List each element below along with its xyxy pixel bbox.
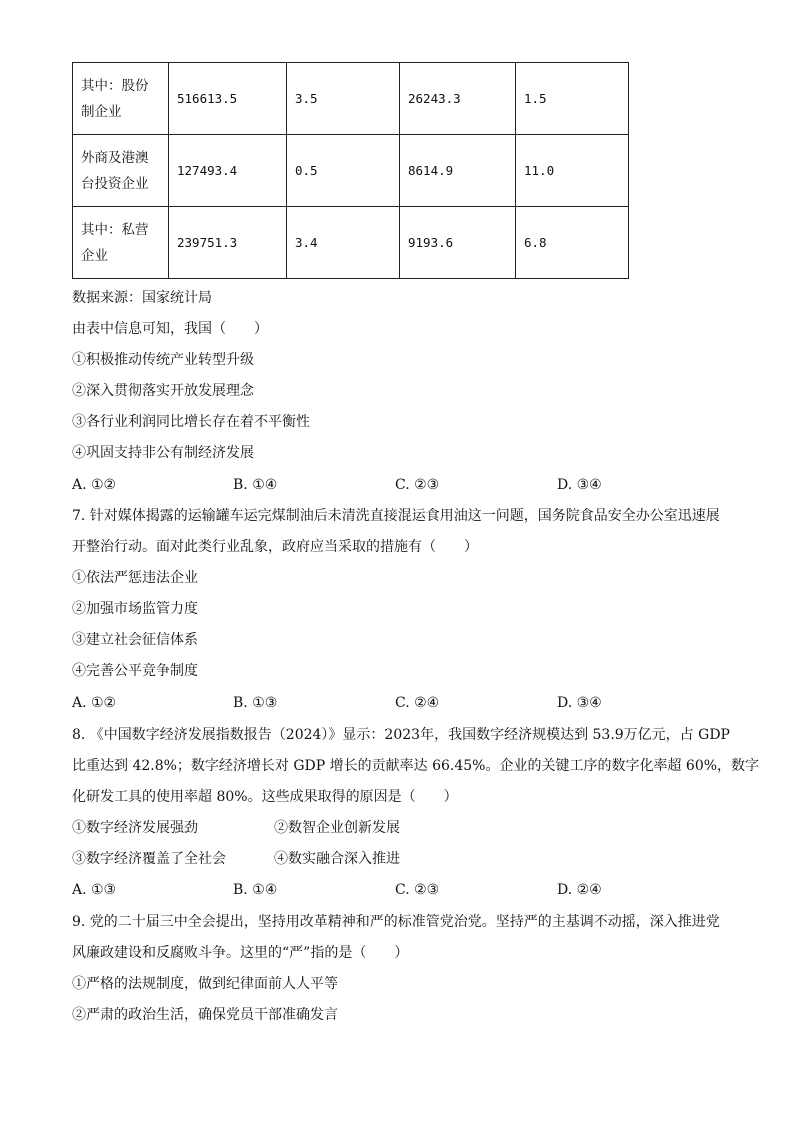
table-row-label: 其中：私营企业 bbox=[73, 207, 169, 279]
question-8-item: ①数字经济发展强劲 bbox=[72, 820, 198, 836]
question-9-stem: 风廉政建设和反腐败斗争。这里的“严”指的是（ ） bbox=[72, 945, 409, 961]
option-a: A. ①② bbox=[72, 695, 117, 711]
question-8-stem: 8. 《中国数字经济发展指数报告（2024）》显示：2023年，我国数字经济规模达到 53.9万亿元，占 GDP bbox=[72, 727, 730, 743]
table-cell: 11.0 bbox=[516, 135, 629, 207]
question-9-item: ①严格的法规制度，做到纪律面前人人平等 bbox=[72, 976, 338, 992]
table-row bbox=[73, 207, 629, 279]
table-cell: 1.5 bbox=[516, 63, 629, 135]
table-cell: 516613.5 bbox=[169, 63, 287, 135]
table-cell: 6.8 bbox=[516, 207, 629, 279]
option-b: B. ①④ bbox=[233, 477, 278, 493]
option-c: C. ②③ bbox=[395, 477, 440, 493]
question-8-options bbox=[72, 880, 732, 900]
table-row-label: 其中：股份制企业 bbox=[73, 63, 169, 135]
table-cell: 3.5 bbox=[287, 63, 400, 135]
question-8-item: ③数字经济覆盖了全社会 bbox=[72, 851, 226, 867]
table-row-label: 外商及港澳台投资企业 bbox=[73, 135, 169, 207]
statistics-table bbox=[72, 62, 629, 279]
question-7-item: ①依法严惩违法企业 bbox=[72, 570, 198, 586]
data-source-note: 数据来源：国家统计局 bbox=[72, 290, 212, 306]
question-7-item: ④完善公平竞争制度 bbox=[72, 663, 198, 679]
table-cell: 9193.6 bbox=[400, 207, 516, 279]
table-cell: 26243.3 bbox=[400, 63, 516, 135]
question-6-stem: 由表中信息可知，我国（ ） bbox=[72, 321, 268, 337]
question-6-item: ①积极推动传统产业转型升级 bbox=[72, 352, 254, 368]
option-b: B. ①③ bbox=[233, 695, 278, 711]
question-7-item: ③建立社会征信体系 bbox=[72, 632, 198, 648]
question-6-item: ④巩固支持非公有制经济发展 bbox=[72, 445, 254, 461]
option-d: D. ②④ bbox=[557, 882, 602, 898]
table-cell: 239751.3 bbox=[169, 207, 287, 279]
option-d: D. ③④ bbox=[557, 695, 602, 711]
question-8-stem: 比重达到 42.8%；数字经济增长对 GDP 增长的贡献率达 66.45%。企业的关键工序的数字化率超 60%，数字 bbox=[72, 758, 760, 774]
question-7-stem: 7. 针对媒体揭露的运输罐车运完煤制油后未清洗直接混运食用油这一问题，国务院食品安全办公室迅速展 bbox=[72, 508, 720, 524]
question-7-stem: 开整治行动。面对此类行业乱象，政府应当采取的措施有（ ） bbox=[72, 539, 478, 555]
question-6-options bbox=[72, 475, 732, 495]
question-7-options bbox=[72, 693, 732, 713]
table-cell: 0.5 bbox=[287, 135, 400, 207]
question-8-item: ②数智企业创新发展 bbox=[274, 820, 400, 836]
question-8-stem: 化研发工具的使用率超 80%。这些成果取得的原因是（ ） bbox=[72, 789, 458, 805]
option-b: B. ①④ bbox=[233, 882, 278, 898]
option-a: A. ①③ bbox=[72, 882, 117, 898]
table-row bbox=[73, 63, 629, 135]
question-9-stem: 9. 党的二十届三中全会提出，坚持用改革精神和严的标准管党治党。坚持严的主基调不动摇，深入推进党 bbox=[72, 914, 720, 930]
option-d: D. ③④ bbox=[557, 477, 602, 493]
table-cell: 8614.9 bbox=[400, 135, 516, 207]
question-7-item: ②加强市场监管力度 bbox=[72, 601, 198, 617]
question-9-item: ②严肃的政治生活，确保党员干部准确发言 bbox=[72, 1007, 338, 1023]
question-6-item: ③各行业利润同比增长存在着不平衡性 bbox=[72, 414, 310, 430]
option-a: A. ①② bbox=[72, 477, 117, 493]
option-c: C. ②④ bbox=[395, 695, 440, 711]
question-6-item: ②深入贯彻落实开放发展理念 bbox=[72, 383, 254, 399]
question-8-item: ④数实融合深入推进 bbox=[274, 851, 400, 867]
option-c: C. ②③ bbox=[395, 882, 440, 898]
table-row bbox=[73, 135, 629, 207]
table-cell: 127493.4 bbox=[169, 135, 287, 207]
table-cell: 3.4 bbox=[287, 207, 400, 279]
